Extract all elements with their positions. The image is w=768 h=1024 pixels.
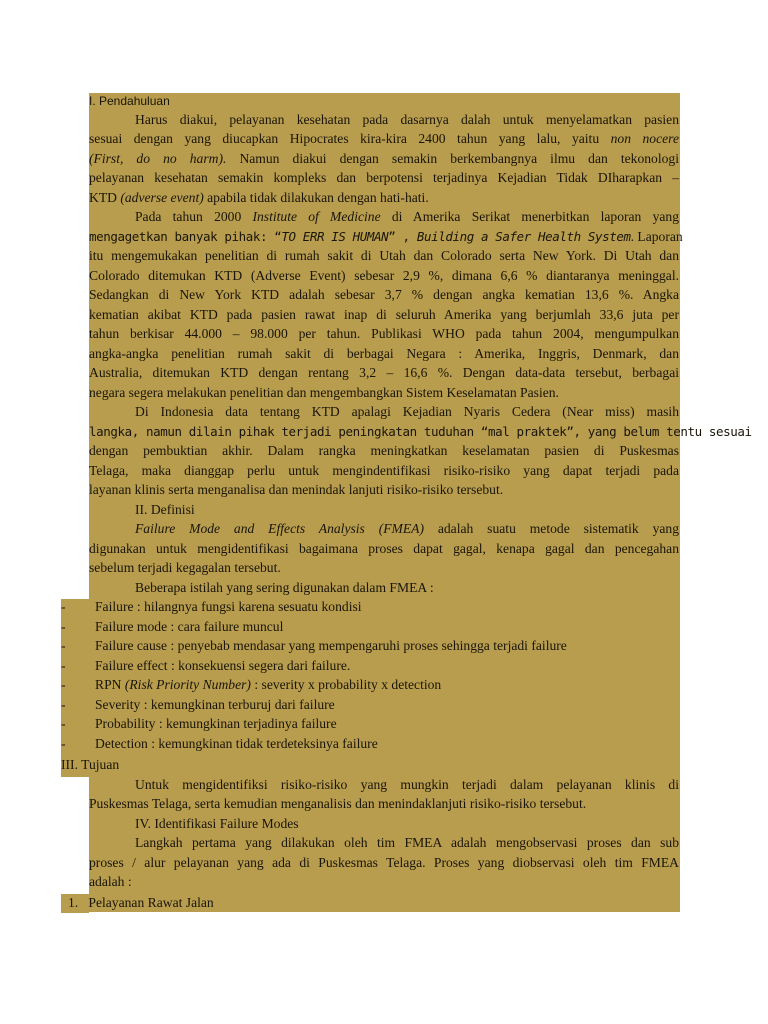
paragraph-line: Puskesmas Telaga, serta kemudian menganalisis dan menindaklanjuti risiko-risiko tersebut.	[89, 796, 587, 811]
list-item: - Failure : hilangnya fungsi karena sesuatu kondisi	[61, 597, 679, 617]
paragraph-line: digunakan untuk mengidentifikasi bagaimana proses dapat gagal, kenapa gagal dan pencegahan	[89, 541, 679, 556]
paragraph-line: Telaga, maka dianggap perlu untuk mengindentifikasi risiko-risiko yang dapat terjadi pada	[89, 463, 679, 478]
paragraph-line: kematian akibat KTD pada pasien rawat inap di seluruh Amerika yang berjumlah 33,6 juta per	[89, 307, 679, 322]
paragraph-line: Untuk mengidentifiksi risiko-risiko yang mungkin terjadi dalam pelayanan klinis di	[135, 777, 679, 792]
paragraph-line: adalah :	[89, 874, 132, 889]
bullet-marker: -	[61, 697, 66, 712]
paragraph-line: itu mengemukakan penelitian di rumah sakit di Utah dan Colorado serta New York. Di Utah dan	[89, 248, 679, 263]
paragraph-line: KTD (adverse event) apabila tidak dilakukan dengan hati-hati.	[89, 190, 429, 205]
paragraph-line: dengan pembuktian akhir. Dalam rangka meningkatkan keselamatan pasien di Puskesmas	[89, 443, 679, 458]
list-item: - Failure mode : cara failure muncul	[61, 617, 679, 637]
paragraph-line: Beberapa istilah yang sering digunakan dalam FMEA :	[135, 580, 434, 595]
list-item: - Failure effect : konsekuensi segera dari failure.	[61, 656, 679, 676]
paragraph-line: layanan klinis serta menganalisa dan menindak lanjuti risiko-risiko tersebut.	[89, 482, 504, 497]
paragraph-line: langka, namun dilain pihak terjadi peningkatan tuduhan “mal praktek”, yang belum tentu sesuai	[89, 424, 752, 439]
list-item: - Failure cause : penyebab mendasar yang mempengaruhi proses sehingga terjadi failure	[61, 636, 679, 656]
paragraph-line: (First, do no harm). Namun diakui dengan semakin berkembangnya ilmu dan tekonologi	[89, 151, 680, 166]
bullet-marker: -	[61, 658, 66, 673]
paragraph-line: proses / alur pelayanan yang ada di Puskesmas Telaga. Proses yang diobservasi oleh tim FMEA	[89, 855, 679, 870]
bullet-marker: -	[61, 736, 66, 751]
bullet-marker: -	[61, 638, 66, 653]
section-heading-pendahuluan: I. Pendahuluan	[89, 94, 170, 108]
list-item: - RPN (Risk Priority Number) : severity x probability x detection	[61, 675, 679, 695]
paragraph-line: Langkah pertama yang dilakukan oleh tim FMEA adalah mengobservasi proses dan sub	[135, 835, 679, 850]
numbered-list-item: 1. Pelayanan Rawat Jalan	[68, 895, 214, 910]
bullet-marker: -	[61, 716, 66, 731]
section-heading-tujuan: III. Tujuan	[61, 757, 120, 772]
bullet-marker: -	[61, 599, 66, 614]
list-item: - Detection : kemungkinan tidak terdeteksinya failure	[61, 734, 679, 754]
paragraph-line: Failure Mode and Effects Analysis (FMEA) adalah suatu metode sistematik yang	[135, 521, 680, 536]
section-heading-identifikasi: IV. Identifikasi Failure Modes	[135, 816, 299, 831]
paragraph-line: tahun berkisar 44.000 – 98.000 per tahun. Publikasi WHO pada tahun 2004, mengumpulkan	[89, 326, 679, 341]
list-item: - Severity : kemungkinan terburuj dari failure	[61, 695, 679, 715]
paragraph-line: negara segera melakukan penelitian dan mengembangkan Sistem Keselamatan Pasien.	[89, 385, 559, 400]
section-heading-definisi: II. Definisi	[135, 502, 195, 517]
paragraph-line: Di Indonesia data tentang KTD apalagi Kejadian Nyaris Cedera (Near miss) masih	[135, 404, 679, 419]
paragraph-line: Pada tahun 2000 Institute of Medicine di Amerika Serikat menerbitkan laporan yang	[135, 209, 679, 224]
paragraph-line: Australia, ditemukan KTD dengan rentang 3,2 – 16,6 %. Dengan data-data tersebut, berbagai	[89, 365, 679, 380]
paragraph-line: Harus diakui, pelayanan kesehatan pada dasarnya dalah untuk menyelamatkan pasien	[135, 112, 679, 127]
paragraph-line: pelayanan kesehatan semakin kompleks dan berpotensi terjadinya Kejadian Tidak DIharapkan –	[89, 170, 679, 185]
bullet-marker: -	[61, 677, 66, 692]
paragraph-line: Colorado ditemukan KTD (Adverse Event) sebesar 2,9 %, dimana 6,6 % diantaranya meninggal.	[89, 268, 679, 283]
bullet-marker: -	[61, 619, 66, 634]
paragraph-line: Sedangkan di New York KTD adalah sebesar 3,7 % dengan angka kematian 13,6 %. Angka	[89, 287, 679, 302]
paragraph-line: mengagetkan banyak pihak: “TO ERR IS HUMAN” , Building a Safer Health System. Laporan	[89, 229, 683, 244]
paragraph-line: angka-angka penelitian rumah sakit di berbagai Negara : Amerika, Inggris, Denmark, dan	[89, 346, 679, 361]
list-item: - Probability : kemungkinan terjadinya failure	[61, 714, 679, 734]
paragraph-line: sebelum terjadi kegagalan tersebut.	[89, 560, 281, 575]
paragraph-line: sesuai dengan yang diucapkan Hipocrates kira-kira 2400 tahun yang lalu, yaitu non nocere	[89, 131, 679, 146]
